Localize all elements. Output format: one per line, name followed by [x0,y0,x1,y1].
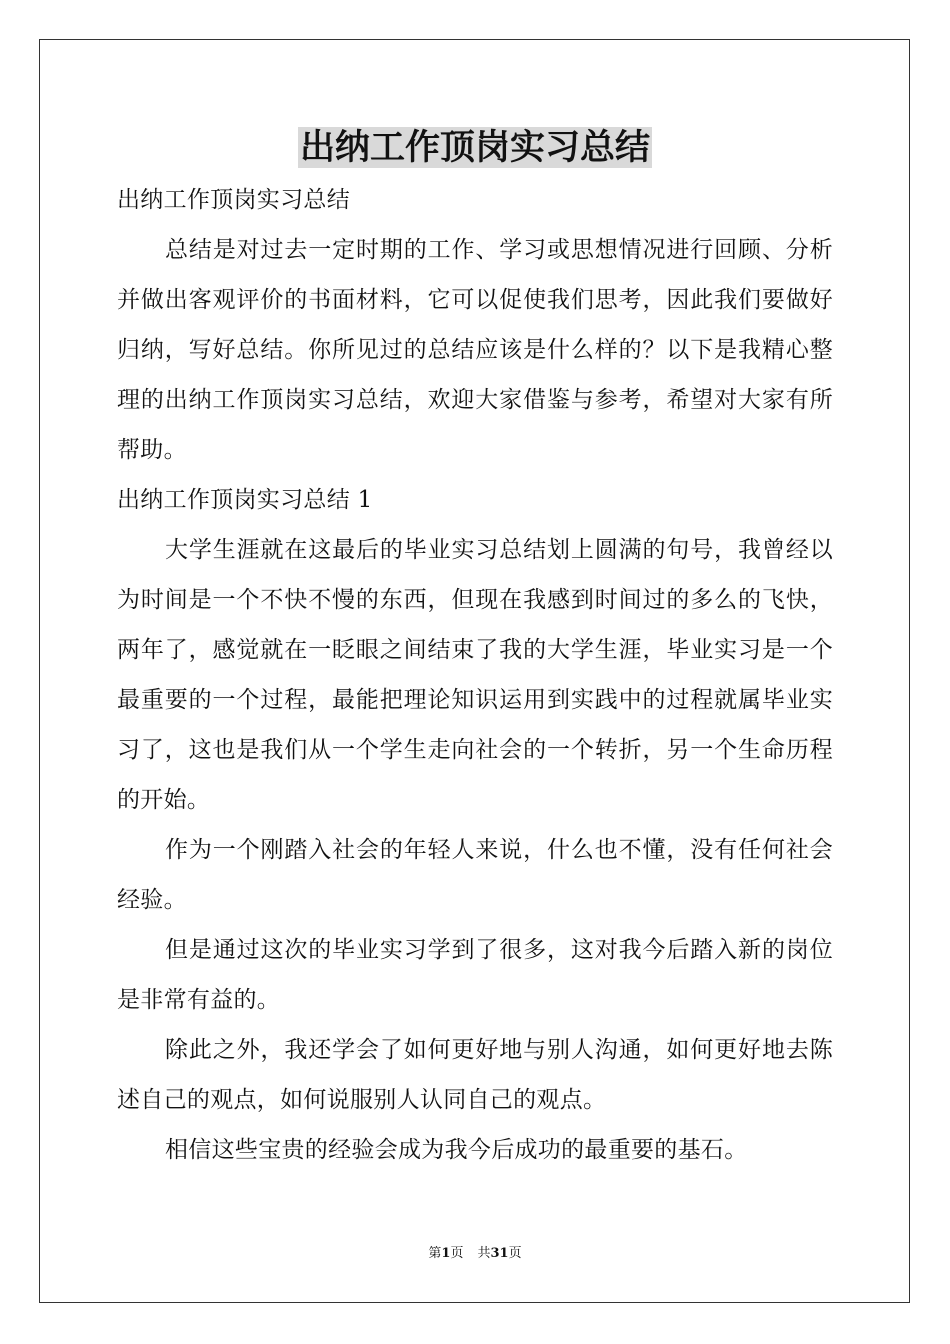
section-heading: 出纳工作顶岗实习总结 1 [117,487,373,513]
page-footer [0,1245,950,1263]
intro-paragraph: 总结是对过去一定时期的工作、学习或思想情况进行回顾、分析并做出客观评价的书面材料，它可以促使我们思考，因此我们要做好归纳，写好总结。你所见过的总结应该是什么样的？以下是我精心整理的出纳工作顶岗实习总结，欢迎大家借鉴与参考，希望对大家有所帮助。 [117,237,833,463]
body-paragraph-3: 但是通过这次的毕业实习学到了很多，这对我今后踏入新的岗位是非常有益的。 [117,937,833,1013]
total-prefix: 共 [477,1246,491,1261]
document-subtitle: 出纳工作顶岗实习总结 [117,187,350,213]
body-paragraph-2: 作为一个刚踏入社会的年轻人来说，什么也不懂，没有任何社会经验。 [117,837,833,913]
document-body [117,175,833,1175]
document-title-text: 出纳工作顶岗实习总结 [299,127,650,168]
page-number: 1 [441,1246,451,1261]
document-title [0,124,950,172]
body-paragraph-1: 大学生涯就在这最后的毕业实习总结划上圆满的句号，我曾经以为时间是一个不快不慢的东西，但现在我感到时间过的多么的飞快，两年了，感觉就在一眨眼之间结束了我的大学生涯，毕业实习是一个最重要的一个过程，最能把理论知识运用到实践中的过程就属毕业实习了，这也是我们从一个学生走向社会的一个转折，另一个生命历程的开始。 [117,537,833,813]
total-suffix: 页 [508,1246,522,1261]
body-paragraph-5: 相信这些宝贵的经验会成为我今后成功的最重要的基石。 [165,1137,748,1163]
body-paragraph-4: 除此之外，我还学会了如何更好地与别人沟通，如何更好地去陈述自己的观点，如何说服别人认同自己的观点。 [117,1037,833,1113]
page-prefix: 第 [428,1246,442,1261]
page-suffix: 页 [450,1246,464,1261]
total-pages: 31 [490,1246,509,1261]
